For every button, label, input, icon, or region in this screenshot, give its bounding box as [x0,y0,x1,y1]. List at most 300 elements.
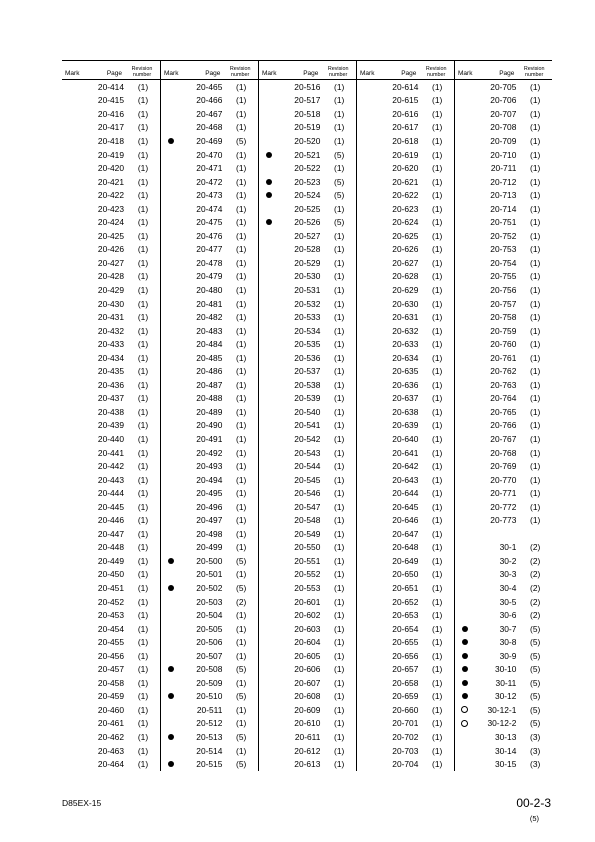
page-cell: 20-495 [196,488,223,499]
table-row [259,622,356,636]
table-row [259,229,356,243]
revision-cell: (5) [530,691,541,702]
revision-cell: (1) [137,379,149,390]
page-cell: 20-501 [196,569,223,580]
table-row [455,757,552,771]
revision-cell: (1) [137,488,149,499]
table-row [259,730,356,744]
table-row [161,608,258,622]
table-row [161,297,258,311]
table-row [62,690,160,704]
mark-cell [455,653,475,659]
revision-cell: (1) [432,217,443,228]
page-cell: 20-618 [392,135,419,146]
table-row [161,148,258,162]
page-cell: 20-657 [392,664,419,675]
page-cell: 20-415 [97,95,124,106]
revision-cell: (1) [432,257,443,268]
page-cell: 20-489 [196,406,223,417]
revision-cell: (1) [334,555,345,566]
page-cell: 20-772 [490,501,517,512]
page-cell: 20-548 [294,515,321,526]
revision-cell: (5) [236,583,247,593]
page-cell: 20-417 [97,122,124,133]
mark-cell [161,585,181,591]
page-cell: 20-766 [490,420,517,431]
table-row [62,405,160,419]
page-cell: 20-525 [294,203,321,214]
page-cell: 20-434 [97,352,124,363]
revision-cell: (1) [432,704,443,715]
table-row [62,161,160,175]
mark-cell [161,558,181,564]
table-row [259,283,356,297]
page-cell: 20-461 [97,718,124,729]
revision-cell: (3) [530,745,541,756]
page-cell: 20-752 [490,230,517,241]
page-cell: 20-416 [97,108,124,119]
header-mark: Mark [164,70,179,77]
table-row [259,202,356,216]
table-header [62,61,552,80]
page-cell: 20-447 [97,528,124,539]
page-cell: 20-484 [196,339,223,350]
revision-cell: (1) [236,528,247,539]
table-row [455,202,552,216]
page-cell: 20-601 [294,596,321,607]
page-cell: 20-614 [392,81,419,92]
page-cell: 30-10 [494,664,517,675]
page-cell: 20-771 [490,488,517,499]
table-row [161,337,258,351]
revision-cell: (1) [137,732,149,743]
mark-cell [161,734,181,740]
table-row [259,676,356,690]
page-cell: 20-622 [392,190,419,201]
table-row [259,744,356,758]
revision-cell: (1) [432,569,443,580]
revision-cell: (1) [432,461,443,472]
page-cell: 20-770 [490,474,517,485]
revision-cell: (1) [137,163,149,174]
revision-cell: (1) [236,745,247,756]
filled-circle-icon [168,734,174,740]
header-revision: Revision number [425,66,447,78]
page-cell: 20-623 [392,203,419,214]
revision-cell: (1) [530,366,541,377]
page-cell: 20-476 [196,230,223,241]
revision-cell: (1) [236,95,247,106]
revision-cell: (1) [236,366,247,377]
header-revision: Revision number [523,66,545,78]
table-row [357,663,454,677]
table-row [455,717,552,731]
page-cell: 20-424 [97,217,124,228]
revision-cell: (1) [432,610,443,621]
header-group [62,61,160,79]
revision-cell: (1) [530,447,541,458]
page-cell: 20-446 [97,515,124,526]
table-row [357,80,454,94]
header-mark: Mark [65,70,80,77]
page-cell: 20-466 [196,95,223,106]
table-row [455,107,552,121]
header-mark: Mark [458,70,473,77]
revision-cell: (1) [236,325,247,336]
page-cell: 20-522 [294,163,321,174]
revision-cell: (1) [334,596,345,607]
table-row [357,94,454,108]
page-cell: 20-765 [490,406,517,417]
revision-cell: (1) [334,366,345,377]
revision-cell: (1) [334,650,345,661]
page-cell: 20-535 [294,339,321,350]
header-group [160,61,258,79]
header-page: Page [401,70,417,77]
revision-cell: (1) [137,284,149,295]
page-cell: 20-655 [392,637,419,648]
table-row [62,635,160,649]
page-cell: 20-634 [392,352,419,363]
header-group [454,61,552,79]
table-row [62,514,160,528]
page-cell: 30-13 [494,732,517,743]
table-row [455,730,552,744]
table-row [357,757,454,771]
mark-cell [455,626,475,632]
page-cell: 20-452 [97,596,124,607]
table-row [357,608,454,622]
page-cell: 20-421 [97,176,124,187]
revision-cell: (1) [432,515,443,526]
table-row [62,500,160,514]
page-cell: 20-773 [490,515,517,526]
table-row [259,175,356,189]
table-row [259,541,356,555]
table-row [259,635,356,649]
revision-cell: (1) [137,122,149,133]
revision-cell: (2) [236,596,247,607]
revision-cell: (5) [236,664,247,675]
revision-cell: (1) [530,312,541,323]
table-row [62,622,160,636]
page-cell: 20-441 [97,447,124,458]
revision-cell: (1) [432,379,443,390]
revision-cell: (1) [137,95,149,106]
page-cell: 20-760 [490,339,517,350]
table-row [357,148,454,162]
table-row [62,717,160,731]
table-columns [62,80,552,771]
table-row [455,527,552,541]
revision-cell: (1) [334,95,345,106]
table-row [62,378,160,392]
table-row [161,351,258,365]
page-cell: 20-468 [196,122,223,133]
table-row [357,256,454,270]
page-cell: 20-545 [294,474,321,485]
page-cell: 20-642 [392,461,419,472]
revision-cell: (1) [530,149,541,160]
page-cell: 20-605 [294,650,321,661]
revision-cell: (1) [432,149,443,160]
table-row [161,161,258,175]
table-row [161,188,258,202]
revision-cell: (1) [137,569,149,580]
revision-cell: (1) [530,122,541,133]
revision-cell: (1) [334,81,345,92]
table-row [455,297,552,311]
revision-cell: (1) [334,312,345,323]
table-row [62,554,160,568]
revision-cell: (2) [530,610,541,621]
revision-cell: (1) [236,677,247,688]
revision-cell: (1) [530,244,541,255]
page-cell: 20-503 [196,596,223,607]
page-cell: 20-496 [196,501,223,512]
filled-circle-icon [168,138,174,144]
table-row [455,283,552,297]
revision-cell: (1) [432,650,443,661]
revision-cell: (5) [334,176,345,187]
revision-cell: (1) [432,596,443,607]
page-cell: 20-542 [294,433,321,444]
table-row [455,392,552,406]
table-row [62,757,160,771]
page-cell: 20-427 [97,257,124,268]
table-row [357,527,454,541]
table-row [259,595,356,609]
table-row [357,649,454,663]
table-row [62,676,160,690]
revision-cell: (1) [137,637,149,648]
page-cell: 20-549 [294,528,321,539]
revision-cell: (1) [432,393,443,404]
page-cell: 20-472 [196,176,223,187]
table-row [455,148,552,162]
revision-cell: (1) [137,81,149,92]
table-row [62,229,160,243]
table-row [455,554,552,568]
table-row [455,324,552,338]
page-cell: 20-418 [97,135,124,146]
revision-cell: (1) [334,515,345,526]
table-row [455,188,552,202]
table-row [357,703,454,717]
revision-cell: (1) [137,312,149,323]
table-row [259,757,356,771]
table-row [62,94,160,108]
table-row [161,744,258,758]
table-row [455,486,552,500]
page-cell: 20-444 [97,488,124,499]
table-row [259,554,356,568]
page-cell: 20-499 [196,542,223,553]
table-row [161,473,258,487]
table-row [455,134,552,148]
table-row [161,730,258,744]
table-row [455,622,552,636]
revision-cell: (5) [530,677,541,688]
table-row [62,270,160,284]
table-row [161,419,258,433]
revision-cell: (1) [137,257,149,268]
table-row [161,663,258,677]
table-row [357,622,454,636]
table-row [357,405,454,419]
revision-cell: (1) [137,704,149,715]
table-row [62,256,160,270]
table-row [62,107,160,121]
revision-cell: (3) [530,732,541,743]
page-cell: 20-704 [392,759,419,770]
page-cell: 30-15 [494,759,517,770]
table-row [455,744,552,758]
table-row [161,459,258,473]
page-cell: 20-448 [97,542,124,553]
table-row [357,690,454,704]
page-cell: 30-6 [499,610,517,621]
page-cell: 20-437 [97,393,124,404]
revision-cell: (1) [432,488,443,499]
table-row [455,351,552,365]
table-row [259,405,356,419]
page-number: 00-2-3 [516,796,551,810]
revision-cell: (1) [334,718,345,729]
revision-cell: (1) [236,623,247,634]
page-cell: 20-523 [294,176,321,187]
table-row [259,256,356,270]
mark-cell [161,138,181,144]
table-row [62,527,160,541]
page-cell: 20-703 [392,745,419,756]
page-cell: 20-543 [294,447,321,458]
table-row [62,432,160,446]
page-cell: 20-509 [196,677,223,688]
table-row [161,676,258,690]
page-cell: 20-425 [97,230,124,241]
table-row [455,405,552,419]
revision-cell: (1) [334,528,345,539]
page-cell: 20-464 [97,759,124,770]
table-row [357,337,454,351]
page-cell: 20-606 [294,664,321,675]
revision-cell: (1) [236,569,247,580]
revision-cell: (5) [530,623,541,634]
table-row [357,419,454,433]
table-row [161,107,258,121]
table-row [259,351,356,365]
revision-cell: (1) [236,298,247,309]
page-cell: 20-547 [294,501,321,512]
revision-cell: (1) [432,583,443,593]
page-cell: 20-620 [392,163,419,174]
revision-cell: (2) [530,596,541,607]
table-row [161,568,258,582]
table-row [455,635,552,649]
table-row [259,134,356,148]
table-row [357,541,454,555]
table-row [62,324,160,338]
header-revision: Revision number [229,66,251,78]
page-cell: 20-544 [294,461,321,472]
page-cell: 20-707 [490,108,517,119]
revision-cell: (1) [530,271,541,282]
page-cell: 20-658 [392,677,419,688]
mark-cell [455,720,475,727]
page-cell: 20-430 [97,298,124,309]
revision-cell: (1) [432,677,443,688]
table-row [161,527,258,541]
header-group [356,61,454,79]
page-cell: 30-14 [494,745,517,756]
page-cell: 20-527 [294,230,321,241]
revision-cell: (1) [236,515,247,526]
revision-cell: (1) [334,352,345,363]
table-row [161,392,258,406]
table-row [62,351,160,365]
revision-cell: (1) [432,447,443,458]
revision-cell: (1) [334,135,345,146]
table-row [161,270,258,284]
table-row [455,459,552,473]
revision-cell: (1) [137,230,149,241]
page-cell: 20-660 [392,704,419,715]
revision-cell: (1) [236,257,247,268]
revision-cell: (1) [530,352,541,363]
page-cell: 20-438 [97,406,124,417]
table-row [259,690,356,704]
table-row [161,514,258,528]
revision-cell: (1) [530,461,541,472]
table-row [455,514,552,528]
revision-cell: (5) [334,217,345,228]
table-row [357,581,454,595]
page-cell: 20-485 [196,352,223,363]
table-row [357,730,454,744]
table-column [160,80,258,771]
table-row [62,337,160,351]
page-cell: 20-644 [392,488,419,499]
page-cell: 20-460 [97,704,124,715]
page-cell: 20-515 [196,759,223,770]
table-row [259,500,356,514]
table-row [62,243,160,257]
page-cell: 20-539 [294,393,321,404]
table-row [259,161,356,175]
revision-cell: (1) [432,95,443,106]
page-cell: 20-631 [392,312,419,323]
revision-cell: (1) [137,298,149,309]
revision-cell: (1) [334,488,345,499]
page-cell: 20-491 [196,433,223,444]
page-cell: 20-628 [392,271,419,282]
table-row [161,717,258,731]
revision-cell: (1) [334,704,345,715]
table-row [161,121,258,135]
revision-cell: (5) [334,190,345,201]
page-cell: 20-478 [196,257,223,268]
page-cell: 20-455 [97,637,124,648]
table-row [455,161,552,175]
mark-cell [455,639,475,645]
page-cell: 20-473 [196,190,223,201]
table-row [62,581,160,595]
page-cell: 20-654 [392,623,419,634]
table-row [259,324,356,338]
table-row [161,256,258,270]
header-page: Page [205,70,221,77]
